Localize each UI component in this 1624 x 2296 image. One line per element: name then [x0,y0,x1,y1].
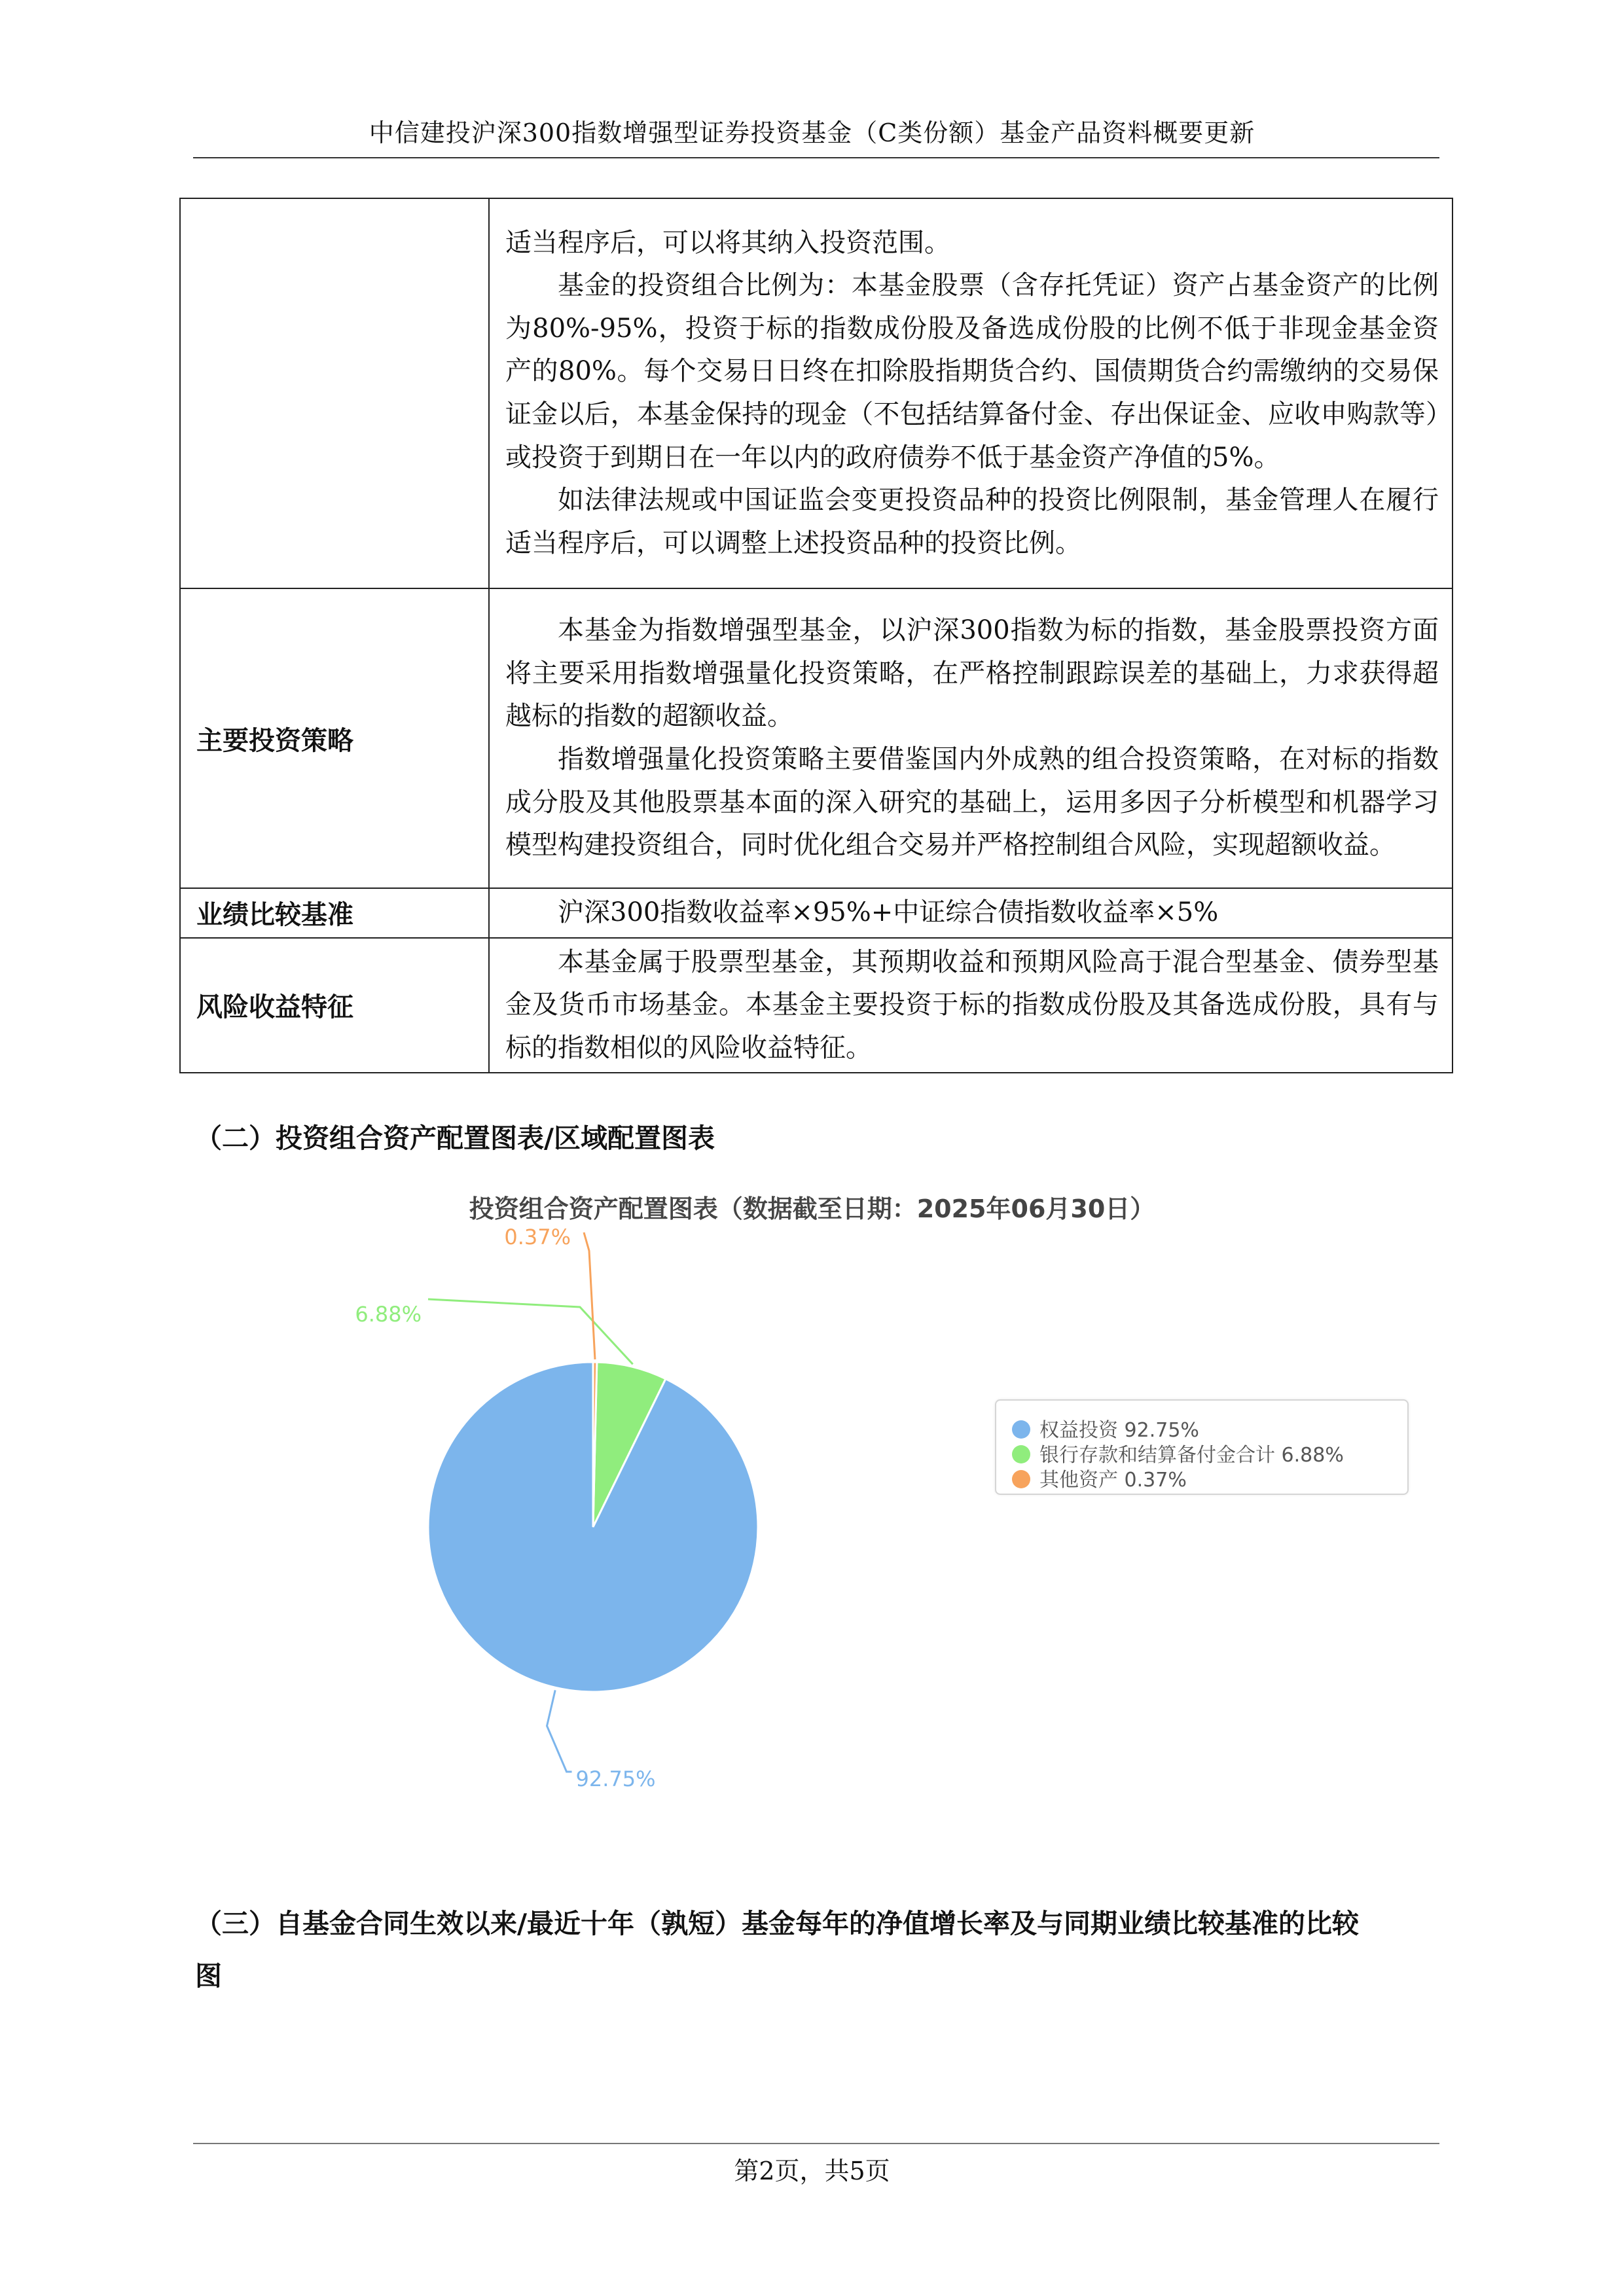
chart-legend [995,1399,1409,1495]
pie-data-label: 92.75% [575,1766,656,1791]
chart-title: 投资组合资产配置图表（数据截至日期：2025年06月30日） [469,1194,1155,1223]
paragraph: 沪深300指数收益率×95%+中证综合债指数收益率×5% [558,897,1219,927]
legend-item [1012,1439,1344,1467]
legend-item [1012,1414,1199,1442]
pie-data-label: 0.37% [504,1225,571,1249]
legend-label: 其他资产 0.37% [1039,1469,1187,1492]
paragraph: 指数增强量化投资策略主要借鉴国内外成熟的组合投资策略，在对标的指数成分股及其他股票基本面的深入研究的基础上，运用多因子分析模型和机器学习模型构建投资组合，同时优化组合交易并严格控制组合风险，实现超额收益。 [505,744,1439,861]
section-heading-performance-comparison-cont: 图 [195,1960,222,1992]
legend-swatch [1012,1445,1030,1463]
pie-leader-line [428,1299,633,1364]
legend-label: 权益投资 92.75% [1039,1419,1199,1442]
section-heading-performance-comparison: （三）自基金合同生效以来/最近十年（孰短）基金每年的净值增长率及与同期业绩比较基准的比较 [195,1908,1359,1939]
paragraph: 本基金为指数增强型基金，以沪深300指数为标的指数，基金股票投资方面将主要采用指数增强量化投资策略，在严格控制跟踪误差的基础上，力求获得超越标的指数的超额收益。 [505,615,1439,732]
legend-label: 银行存款和结算备付金合计 6.88% [1039,1444,1344,1467]
paragraph: 本基金属于股票型基金，其预期收益和预期风险高于混合型基金、债券型基金及货币市场基金。本基金主要投资于标的指数成份股及其备选成份股，具有与标的指数相似的风险收益特征。 [505,946,1439,1063]
pie-data-label: 6.88% [355,1302,422,1327]
table-row-label: 风险收益特征 [180,938,489,1073]
pie-leader-line [547,1690,572,1772]
legend-swatch [1012,1420,1030,1439]
footer-divider [193,2143,1439,2144]
page-number: 第2页，共5页 [734,2157,890,2185]
page-header-title: 中信建投沪深300指数增强型证券投资基金（C类份额）基金产品资料概要更新 [369,118,1255,147]
legend-item [1012,1463,1187,1492]
section-heading-asset-allocation: （二）投资组合资产配置图表/区域配置图表 [195,1122,715,1154]
paragraph: 基金的投资组合比例为：本基金股票（含存托凭证）资产占基金资产的比例为80%-95%，投资于标的指数成份股及备选成份股的比例不低于非现金基金资产的80%。每个交易日日终在扣除股指期货合约、国债期货合约需缴纳的交易保证金以后，本基金保持的现金（不包括结算备付金、存出保证金、应收申购款等）或投资于到期日在一年以内的政府债券不低于基金资产净值的5%。 [505,270,1439,473]
pie-leader-line [584,1232,595,1359]
table-row-label: 业绩比较基准 [180,888,489,938]
paragraph: 适当程序后，可以将其纳入投资范围。 [505,227,950,258]
paragraph: 如法律法规或中国证监会变更投资品种的投资比例限制，基金管理人在履行适当程序后，可以调整上述投资品种的投资比例。 [505,485,1439,558]
legend-swatch [1012,1470,1030,1488]
table-row-label: 主要投资策略 [180,588,489,888]
